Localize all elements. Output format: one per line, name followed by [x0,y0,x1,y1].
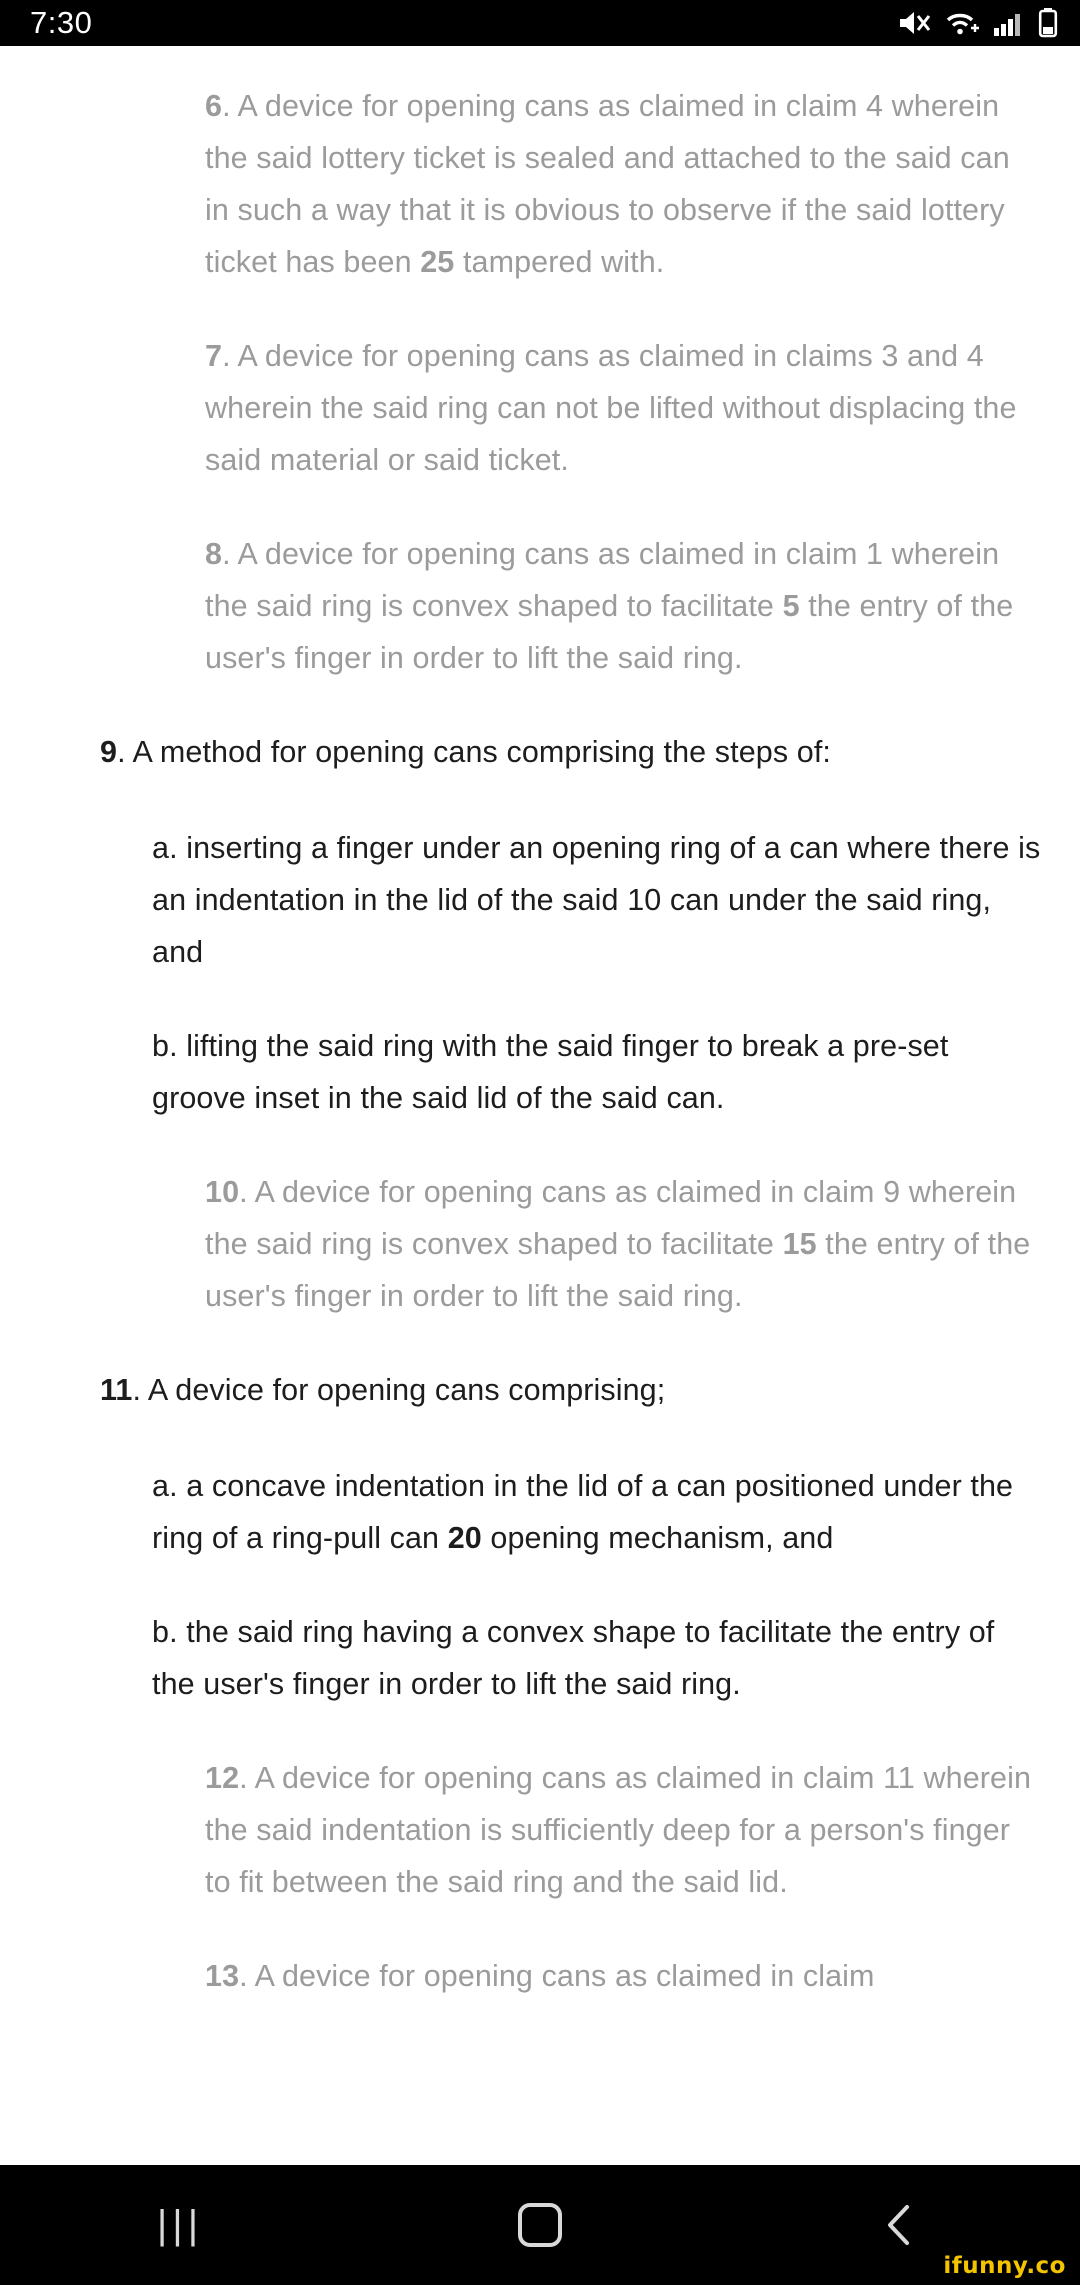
paragraph-claim-13 [0,1950,1080,2002]
paragraph-claim-10 [0,1166,1080,1322]
battery-icon [1038,8,1058,38]
text-run: 8 [205,537,223,571]
text-run: . A device for opening cans as claimed in claim [239,1959,875,1993]
text-run: . A method for opening cans comprising the steps of: [117,735,831,769]
text-run: . A device for opening cans as claimed in claim 4 wherein the said lottery ticket is sealed and attached to the said can in such a way that it is obvious to observe if the said lottery ticket has been [205,89,1010,279]
recents-button[interactable] [110,2165,250,2285]
paragraph-claim-8 [0,528,1080,684]
text-run: b. the said ring having a convex shape to facilitate the entry of the user's finger in order to lift the said ring. [152,1615,995,1701]
paragraph-claim-11 [0,1364,1080,1416]
paragraph-claim-11-b [0,1606,1080,1710]
recents-icon: ||| [156,2202,204,2247]
text-run: 10 [205,1175,240,1209]
text-run: . A device for opening cans as claimed in claims 3 and 4 wherein the said ring can not be lifted without displacing the said material or said ticket. [205,339,1017,477]
watermark: ifunny.co [943,2253,1066,2279]
text-run: . A device for opening cans as claimed in claim 11 wherein the said indentation is sufficiently deep for a person's finger to fit between the said ring and the said lid. [205,1761,1032,1899]
text-run: . A device for opening cans comprising; [132,1373,666,1407]
home-icon [518,2203,562,2247]
home-button[interactable] [470,2165,610,2285]
text-run: 5 [782,589,800,623]
text-run: . A device for opening cans as claimed in claim 1 wherein the said ring is convex shaped to facilitate [205,537,1000,623]
text-run: 9 [100,735,118,769]
status-icon-group [897,8,1058,38]
back-icon [880,2201,920,2249]
text-run: tampered with. [454,245,665,279]
paragraph-claim-12 [0,1752,1080,1908]
text-run: a. inserting a finger under an opening ring of a can where there is an indentation in the lid of the said 10 can under the said ring, and [152,831,1041,969]
paragraph-claim-9-a [0,822,1080,978]
wifi-icon [944,9,980,37]
paragraph-claim-6 [0,80,1080,288]
text-run: 6 [205,89,223,123]
text-run: 7 [205,339,223,373]
paragraph-claim-9 [0,726,1080,778]
status-bar [0,0,1080,46]
text-run: 12 [205,1761,240,1795]
text-run: a. a concave indentation in the lid of a can positioned under the ring of a ring-pull can [152,1469,1014,1555]
text-run: 15 [782,1227,817,1261]
cellular-signal-icon [993,9,1025,37]
mute-icon [897,9,931,37]
system-navigation-bar [0,2165,1080,2285]
text-run: the entry of the user's finger in order to lift the said ring. [205,589,1014,675]
text-run: opening mechanism, and [481,1521,834,1555]
document-body[interactable] [0,46,1080,2165]
paragraph-claim-7 [0,330,1080,486]
status-clock: 7:30 [30,5,93,40]
text-run: . A device for opening cans as claimed in claim 9 wherein the said ring is convex shaped to facilitate [205,1175,1017,1261]
paragraph-claim-9-b [0,1020,1080,1124]
text-run: 25 [420,245,455,279]
text-run: the entry of the user's finger in order to lift the said ring. [205,1227,1031,1313]
text-run: 13 [205,1959,240,1993]
text-run: 11 [100,1373,133,1407]
text-run: b. lifting the said ring with the said finger to break a pre-set groove inset in the said lid of the said can. [152,1029,949,1115]
paragraph-claim-11-a [0,1460,1080,1564]
text-run: 20 [447,1521,482,1555]
